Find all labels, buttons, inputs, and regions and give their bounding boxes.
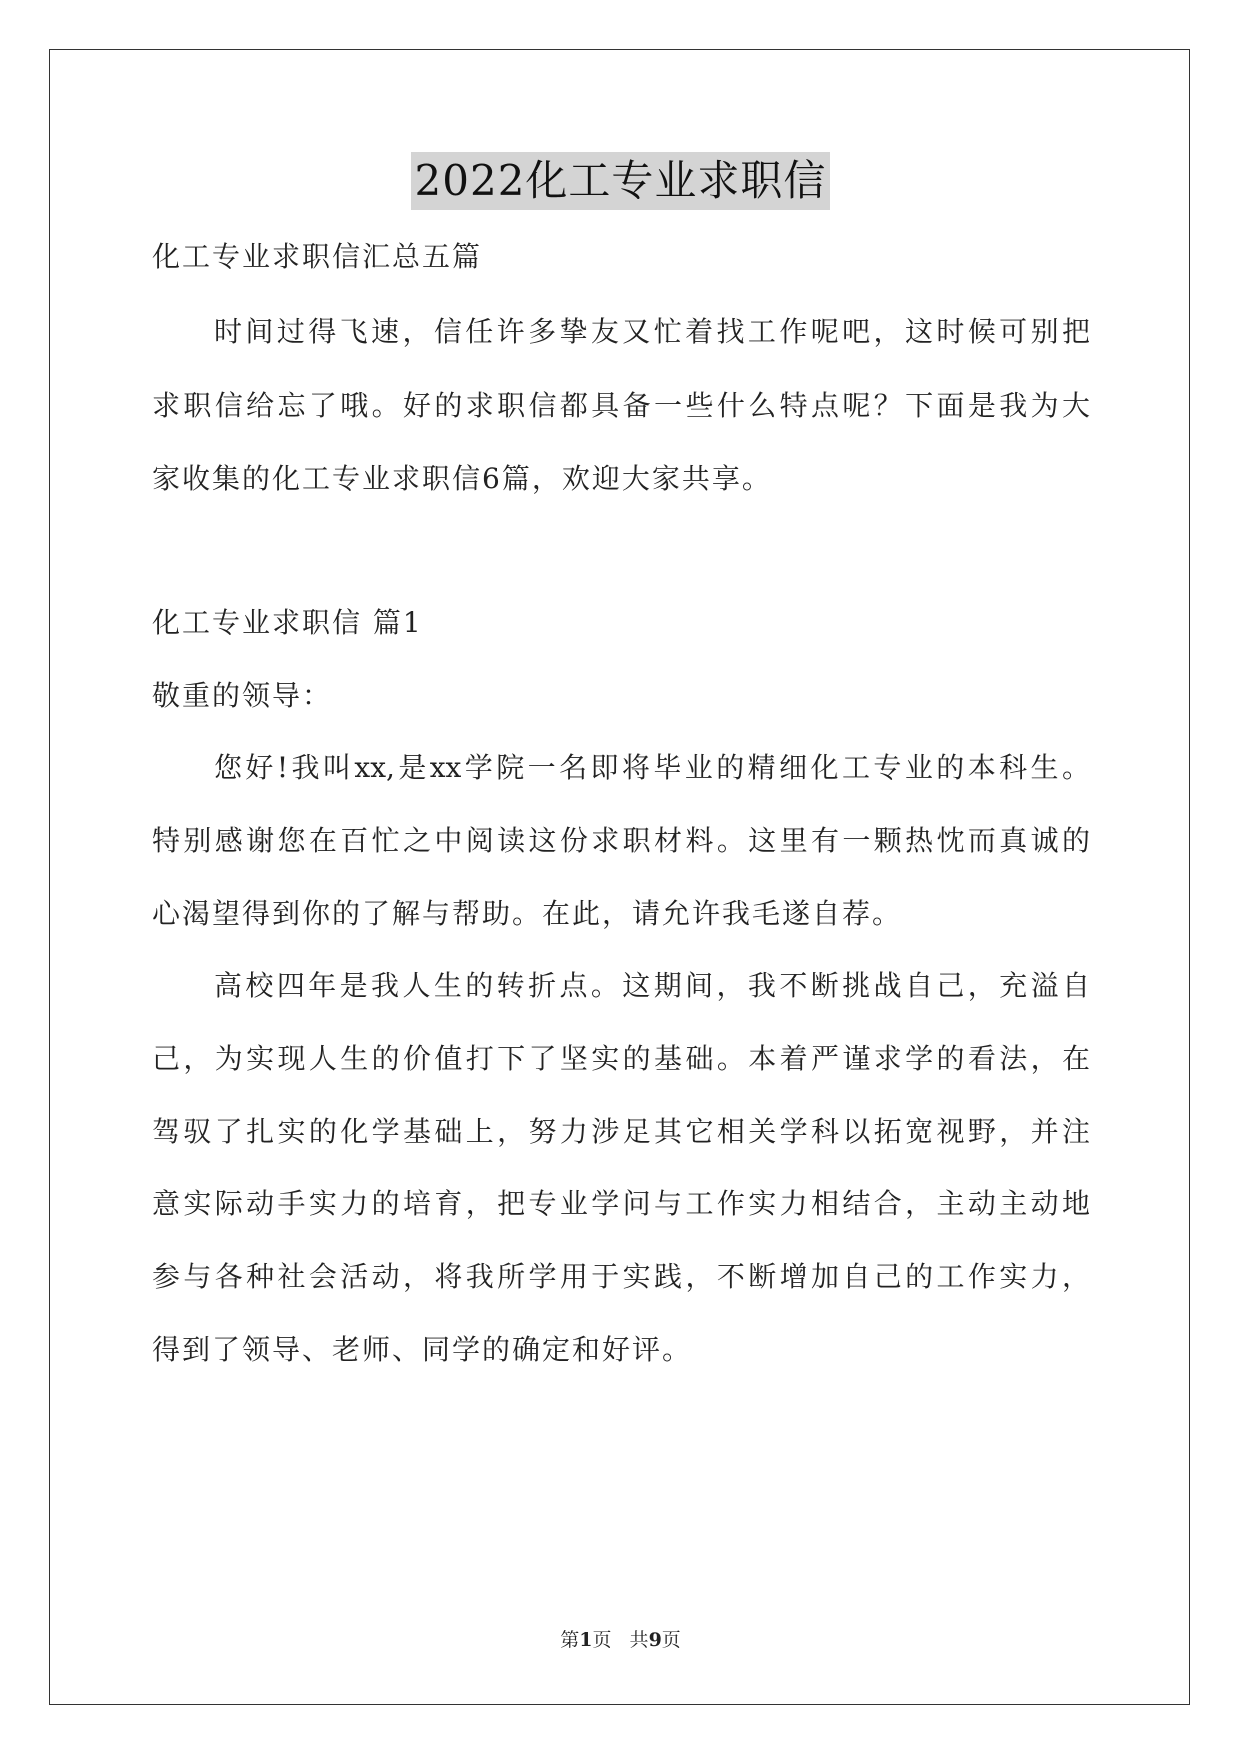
subtitle: 化工专业求职信汇总五篇 [152, 240, 483, 273]
page-current: 1 [579, 1629, 593, 1651]
salutation: 敬重的领导： [152, 679, 333, 712]
page-total: 9 [648, 1629, 662, 1651]
intro-line-2: 求职信给忘了哦。好的求职信都具备一些什么特点呢？下面是我为大 [152, 389, 1090, 422]
para2-line-2: 己，为实现人生的价值打下了坚实的基础。本着严谨求学的看法，在 [152, 1042, 1090, 1075]
para2-line-5: 参与各种社会活动，将我所学用于实践，不断增加自己的工作实力， [152, 1260, 1090, 1293]
para2-line-4: 意实际动手实力的培育，把专业学问与工作实力相结合，主动主动地 [152, 1187, 1090, 1220]
para2-line-1: 高校四年是我人生的转折点。这期间，我不断挑战自己，充溢自 [214, 969, 1090, 1002]
page-suffix: 页 [661, 1629, 681, 1651]
para2-line-6: 得到了领导、老师、同学的确定和好评。 [152, 1333, 693, 1366]
para2-line-3: 驾驭了扎实的化学基础上，努力涉足其它相关学科以拓宽视野，并注 [152, 1115, 1090, 1148]
para1-line-3: 心渴望得到你的了解与帮助。在此，请允许我毛遂自荐。 [152, 897, 903, 930]
page-mid: 页 共 [592, 1629, 649, 1651]
page-prefix: 第 [560, 1629, 580, 1651]
title-container [0, 152, 1241, 210]
intro-line-1: 时间过得飞速，信任许多挚友又忙着找工作呢吧，这时候可别把 [214, 315, 1090, 348]
para1-line-1: 您好!我叫xx,是xx学院一名即将毕业的精细化工专业的本科生。 [214, 751, 1090, 784]
intro-line-3: 家收集的化工专业求职信6篇，欢迎大家共享。 [152, 462, 772, 495]
para1-line-2: 特别感谢您在百忙之中阅读这份求职材料。这里有一颗热忱而真诚的 [152, 824, 1090, 857]
document-title: 2022化工专业求职信 [411, 152, 831, 210]
page-border [49, 49, 1190, 1705]
page-footer [0, 1627, 1241, 1653]
section-heading: 化工专业求职信 篇1 [152, 606, 423, 639]
